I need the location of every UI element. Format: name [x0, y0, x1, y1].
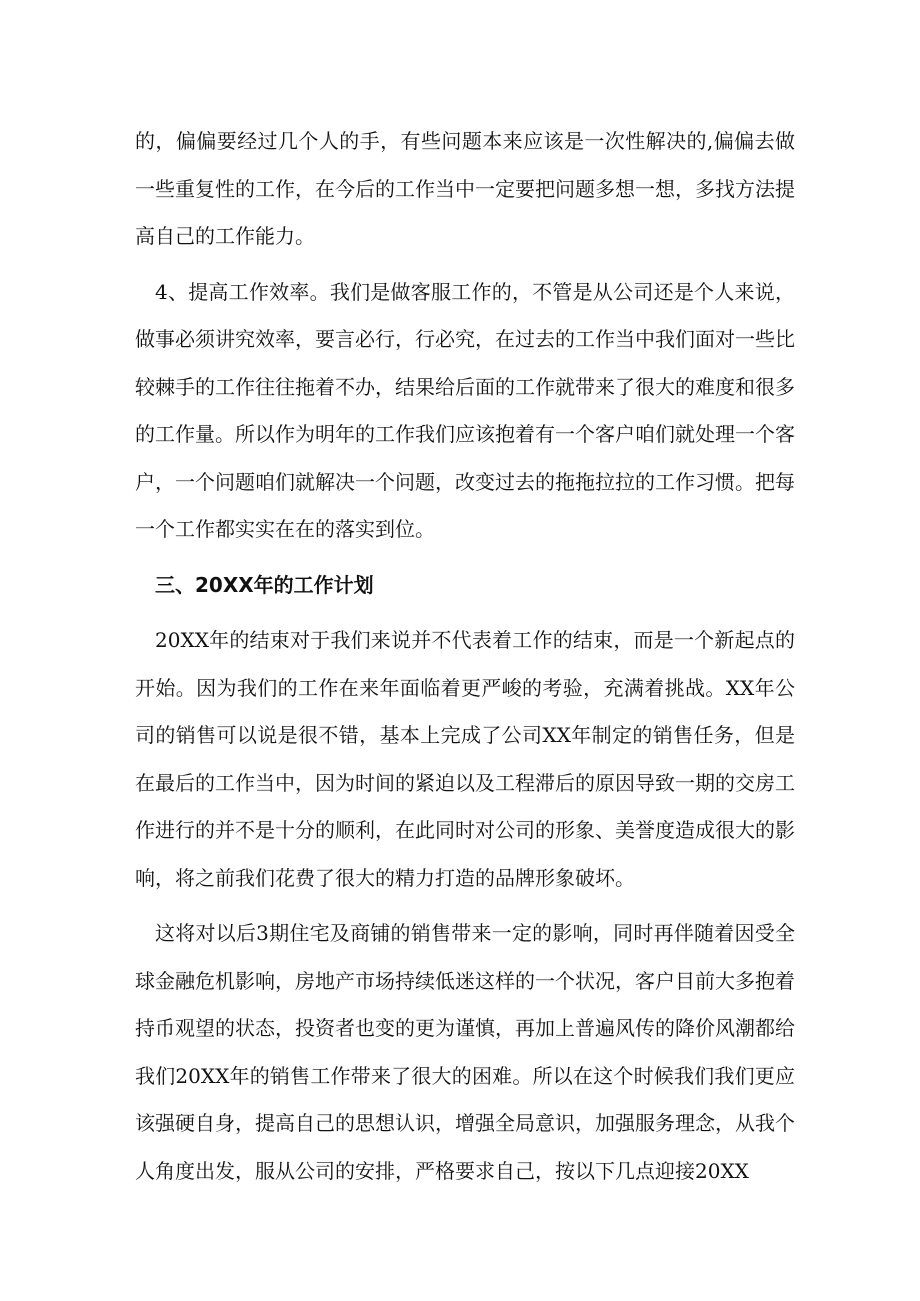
paragraph-market-impact: 这将对以后3期住宅及商铺的销售带来一定的影响，同时再伴随着因受全球金融危机影响，房地产市场持续低迷这样的一个状况，客户目前大多抱着持币观望的状态，投资者也变的更为谨慎，再加上普遍风传的降价风潮都给我们20XX年的销售工作带来了很大的困难。所以在这个时候我们我们更应该强硬自身，提高自己的思想认识，增强全局意识，加强服务理念，从我个人角度出发，服从公司的安排，严格要求自己，按以下几点迎接20XX [135, 921, 795, 1183]
paragraph-continuation: 的，偏偏要经过几个人的手，有些问题本来应该是一次性解决的,偏偏去做一些重复性的工作，在今后的工作当中一定要把问题多想一想，多找方法提高自己的工作能力。 [135, 129, 795, 248]
paragraph-improve-efficiency: 4、提高工作效率。我们是做客服工作的，不管是从公司还是个人来说，做事必须讲究效率，要言必行，行必究，在过去的工作当中我们面对一些比较棘手的工作往往拖着不办，结果给后面的工作就带来了很大的难度和很多的工作量。所以作为明年的工作我们应该抱着有一个客户咱们就处理一个客户，一个问题咱们就解决一个问题，改变过去的拖拖拉拉的工作习惯。把每一个工作都实实在在的落实到位。 [135, 279, 795, 541]
section-heading-work-plan: 三、20XX年的工作计划 [155, 572, 374, 597]
paragraph-year-end-summary: 20XX年的结束对于我们来说并不代表着工作的结束，而是一个新起点的开始。因为我们的工作在来年面临着更严峻的考验，充满着挑战。XX年公司的销售可以说是很不错，基本上完成了公司XX年制定的销售任务，但是在最后的工作当中，因为时间的紧迫以及工程滞后的原因导致一期的交房工作进行的并不是十分的顺利，在此同时对公司的形象、美誉度造成很大的影响，将之前我们花费了很大的精力打造的品牌形象破坏。 [135, 628, 795, 890]
document-body [135, 118, 795, 1203]
